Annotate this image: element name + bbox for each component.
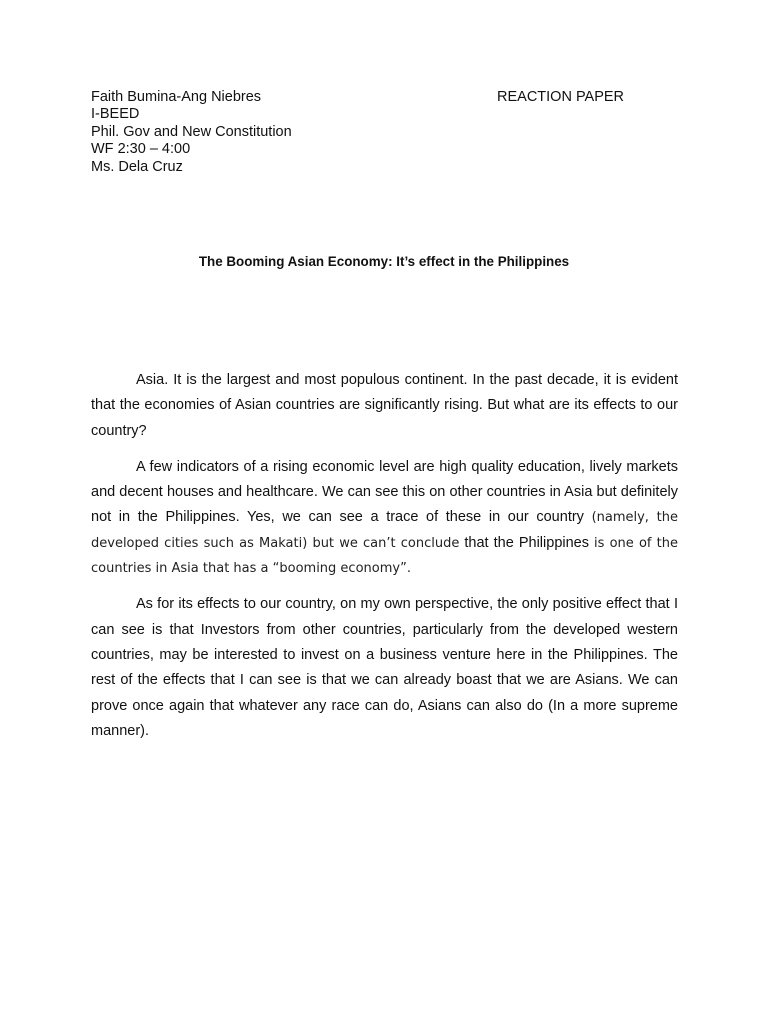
subject-name: Phil. Gov and New Constitution	[91, 123, 292, 140]
paragraph-2-alt-text-2: is one of the countries in Asia that has a “booming economy”.	[91, 535, 678, 577]
paragraph-2	[91, 455, 678, 581]
paragraph-2-middle: that the Philippines	[459, 534, 595, 551]
paragraph-3: As for its effects to our country, on my own perspective, the only positive effect that I can see is that Investors from other countries, particularly from the developed western countries, may be interested to invest on a business venture here in the Philippines. The rest of the effects that I can see is that we can already boast that we are Asians. We can prove once again that whatever any race can do, Asians can also do (In a more supreme manner).	[91, 596, 678, 739]
course-section: I-BEED	[91, 106, 140, 123]
paper-title: The Booming Asian Economy: It’s effect in the Philippines	[198, 254, 570, 269]
paragraph-2-alt-text-1: (namely, the developed cities such as Makati) but we can’t conclude	[91, 510, 679, 551]
author-name: Faith Bumina-Ang Niebres	[91, 89, 262, 105]
class-schedule: WF 2:30 – 4:00	[91, 141, 191, 158]
instructor-name: Ms. Dela Cruz	[91, 158, 183, 175]
body-text	[91, 368, 678, 755]
paragraph-1: Asia. It is the largest and most populous continent. In the past decade, it is evident that the economies of Asian countries are significantly rising. But what are its effects to our country?	[91, 372, 678, 439]
paragraph-2-start: A few indicators of a rising economic level are high quality education, lively markets and decent houses and healthcare. We can see this on other countries in Asia but definitely not in the Philippines. Yes, we can see a trace of these in our country	[91, 458, 678, 526]
document-type-label: REACTION PAPER	[497, 89, 625, 105]
